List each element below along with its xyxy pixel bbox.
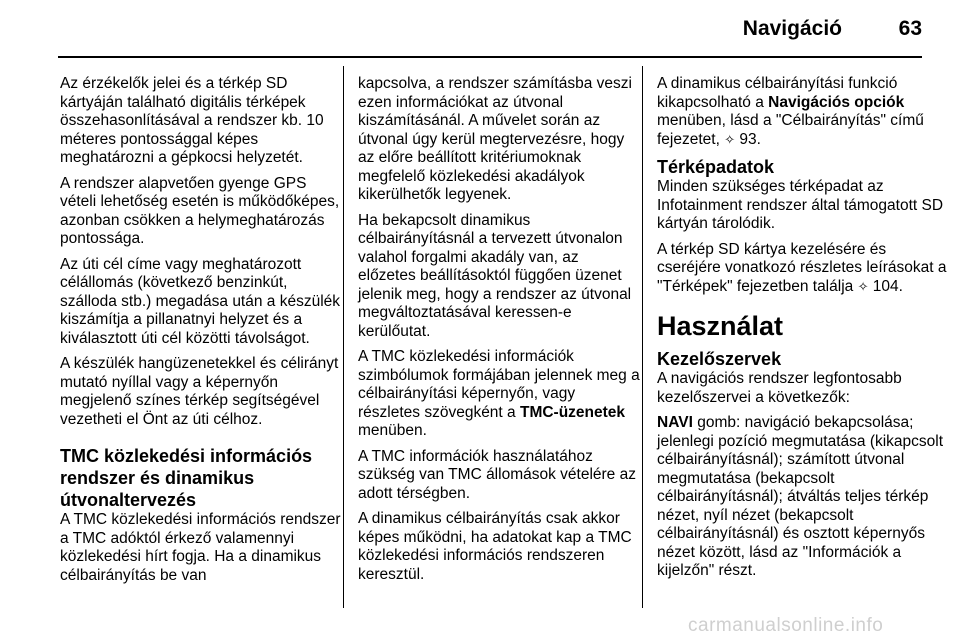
column-1 (60, 75, 342, 592)
running-header-title: Navigáció (742, 17, 842, 40)
paragraph: Az úti cél címe vagy meghatározott célállomás (következő benzinkút, szálloda stb.) megadása után a készülék kiszámítja a pillanatnyi helyzet és a kiválasztott úti cél közötti távolságot. (60, 255, 341, 347)
paragraph: Ha bekapcsolt dinamikus célbairányításnál a tervezett útvonalon valahol forgalmi akadály van, az előzetes beállításoktól függően üzenet jelenik meg, hogy a rendszer az útvonal megváltoztatásával keressen-e kerülőutat. (358, 211, 632, 340)
page-reference-icon: ✧ (857, 278, 869, 294)
column-3 (657, 75, 953, 588)
paragraph: Minden szükséges térképadat az Infotainment rendszer által támogatott SD kártyán tárolódik. (657, 178, 944, 232)
text: menüben. (358, 422, 427, 439)
button-name-navi: NAVI (657, 414, 693, 431)
section-heading-tmc: TMC közlekedési információs rendszer és dinamikus útvonaltervezés (60, 446, 313, 510)
page-reference: 104. (868, 277, 903, 295)
section-heading-map-data: Térképadatok (657, 157, 775, 177)
text: A térkép SD kártya kezelésére és cseréjére vonatkozó részletes leírásokat a "Térképek" fejezetben találja (657, 240, 947, 295)
column-divider-2 (642, 66, 643, 608)
menu-name-nav-options: Navigációs opciók (768, 93, 905, 111)
paragraph: Az érzékelők jelei és a térkép SD kártyáján található digitális térképek összehasonlításával a rendszer kb. 10 méteres pontossággal képes meghatározni a gépkocsi helyzetét. (60, 75, 324, 166)
paragraph: A TMC közlekedési információs rendszer a TMC adóktól érkező valamennyi közlekedési hírt fogja. Ha a dinamikus célbairányítás be van (60, 511, 341, 584)
page-number: 63 (898, 17, 922, 40)
paragraph (657, 75, 953, 149)
text: gomb: navigáció bekapcsolása; jelenlegi pozíció megmutatása (kikapcsolt célbairányításnál); számított útvonal megmutatása (bekapcsolt célbairányításnál); átváltás teljes térkép nézet, nyíl nézet (bekapcsolt célbairányításnál) és osztott képernyős nézet között, lásd az "Információk a kijelzőn" részt. (657, 414, 944, 579)
paragraph: A TMC információk használatához szükség van TMC állomások vételére az adott térségben. (358, 447, 636, 502)
paragraph (358, 348, 640, 441)
watermark: carmanualsonline.info (688, 615, 884, 636)
paragraph: A dinamikus célbairányítás csak akkor képes működni, ha adatokat kap a TMC közlekedési információs rendszeren keresztül. (358, 510, 632, 583)
page-reference: 93. (735, 130, 761, 148)
section-heading-controls: Kezelőszervek (657, 349, 782, 369)
page-reference-icon: ✧ (724, 131, 736, 147)
header-rule (58, 56, 922, 58)
paragraph: kapcsolva, a rendszer számításba veszi ezen információkat az útvonal kiszámításánál. A művelet során az útvonal úgy kerül megtervezésre, hogy az előre beállított kritériumoknak megfelelő közlekedési akadályok kikerülhetők legyenek. (358, 75, 632, 203)
chapter-heading-usage: Használat (657, 311, 784, 341)
text: A TMC közlekedési információk szimbólumok formájában jelennek meg a célbairányítási képernyőn, vagy részletes szövegként a (358, 348, 640, 421)
paragraph: A navigációs rendszer legfontosabb kezelőszervei a következők: (657, 370, 902, 406)
column-divider-1 (343, 66, 344, 608)
text: menüben, lásd a "Célbairányítás" című fejezetet, (657, 112, 924, 148)
text: A dinamikus célbairányítási funkció kikapcsolható a (657, 75, 898, 111)
paragraph (657, 414, 953, 581)
column-2 (358, 75, 640, 591)
paragraph (657, 241, 953, 297)
menu-name-tmc: TMC-üzenetek (519, 403, 626, 421)
paragraph: A rendszer alapvetően gyenge GPS vételi lehetőség esetén is működőképes, azonban csökken a helymeghatározás pontossága. (60, 174, 340, 247)
paragraph: A készülék hangüzenetekkel és célirányt mutató nyíllal vagy a képernyőn megjelenő színes térkép segítségével vezetheti el Önt az úti célhoz. (60, 355, 339, 428)
